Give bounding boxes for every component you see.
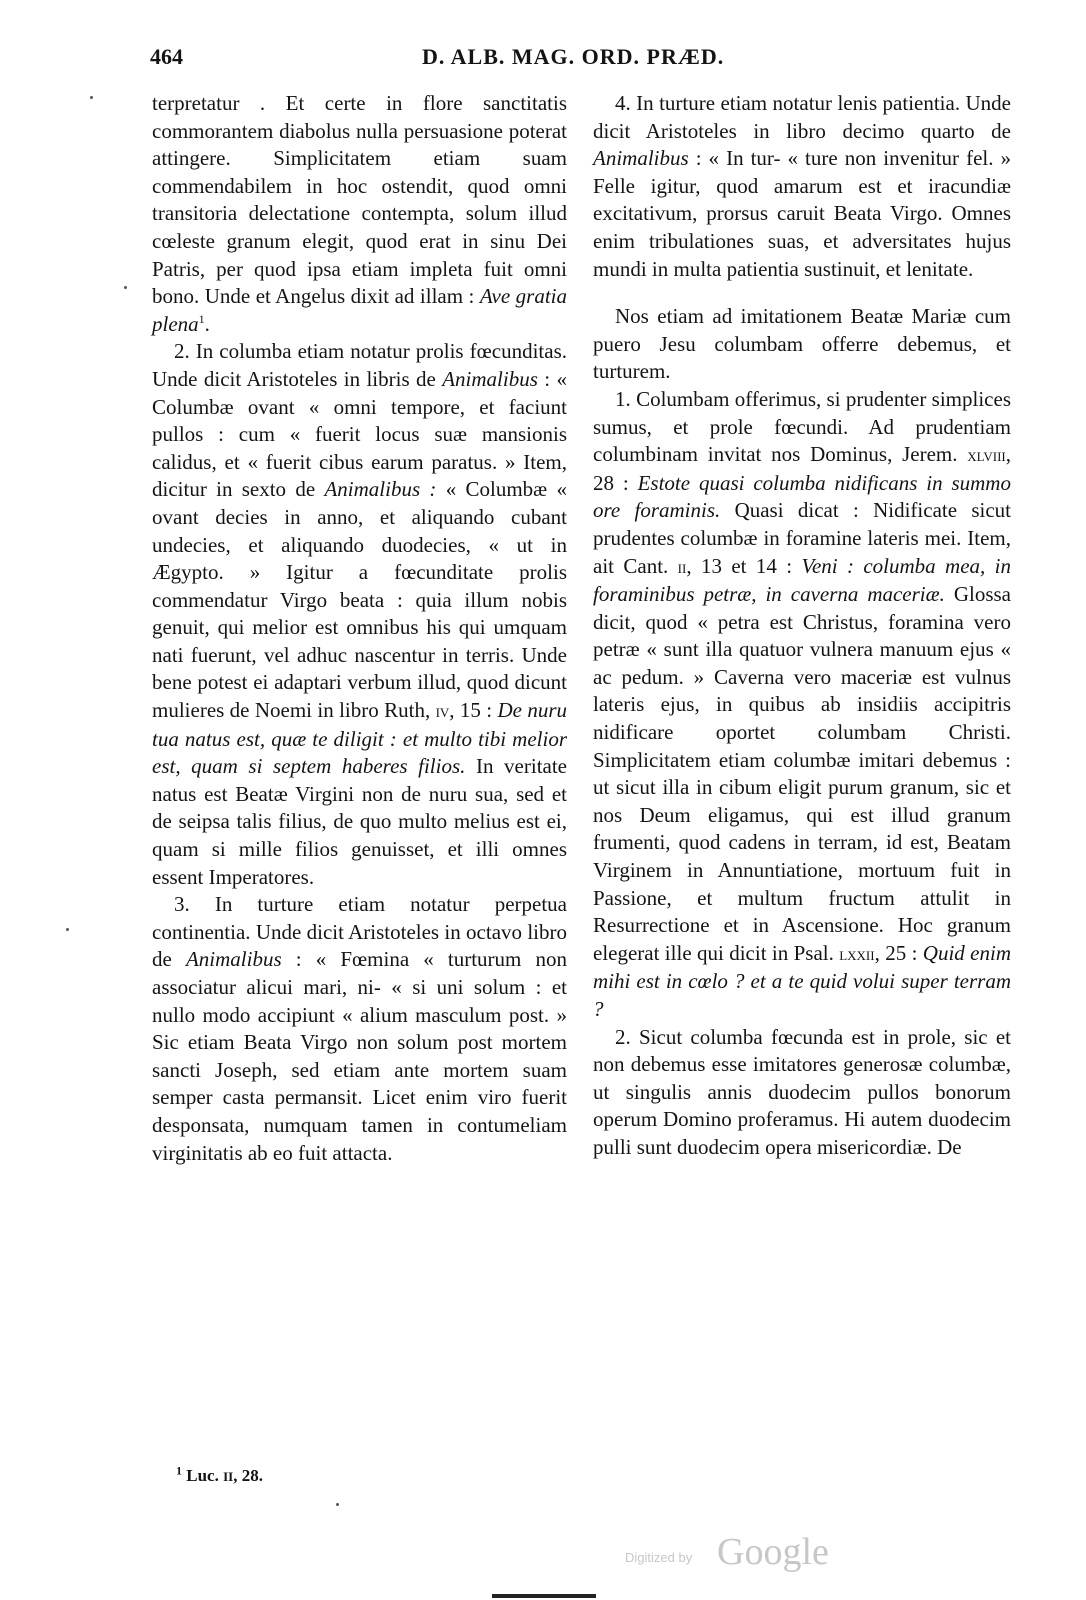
paragraph-offering-2: 2. Sicut columba fœcunda est in prole, sic et non debemus esse imitatores generosæ columbæ, ut singulis annis duodecim pullos bonorum operum Domino proferamus. Hi autem duodecim pulli sunt duodecim opera misericordiæ. De [593, 1024, 1011, 1159]
scan-speck [90, 96, 93, 99]
paragraph-3: 3. In turture etiam notatur perpetua continentia. Unde dicit Aristoteles in octavo libro de Animalibus : « Fœmina « turturum non associatur alicui mari, ni- « si uni solum : et nullo modo accipiunt « alium masculum post. » Sic etiam Beata Virgo non solum post mortem sancti Joseph, sed etiam ante mortem suam semper casta permansit. Licet enim viro fuerit desponsata, numquam tamen in contumeliam virginitatis ab eo fuit attacta. [152, 892, 567, 1165]
left-column [152, 90, 567, 1167]
page-header [150, 44, 1010, 80]
scan-speck [66, 928, 69, 931]
digitized-watermark [625, 1530, 865, 1573]
footnote-number: 1 [176, 1463, 182, 1478]
paragraph-offering-1: 1. Columbam offerimus, si prudenter simplices sumus, et prole fœcundi. Ad prudentiam columbinam invitat nos Dominus, Jerem. xlviii, 28 : Estote quasi columba nidificans in summo ore foraminis. Quasi dicat : Nidificate sicut prudentes columbæ in foramine lateris mei. Item, ait Cant. ii, 13 et 14 : Veni : columba mea, in foraminibus petræ, in caverna maceriæ. Glossa dicit, quod « petra est Christus, foramina vero petræ « sunt illa quatuor vulnera manuum ejus « ac pedum. » Caverna vero maceriæ est vulnus lateris ejus, in quibus ab insidiis accipitris nidificare oportet columbam Christi. Simplicitatem etiam columbæ imitari debemus : ut sicut illa in cibum eligit purum granum, sic et nos Deum eligamus, qui est illud granum frumenti, quod cadens in terram, id est, Beatam Virginem in Annuntiatione, mortuum fuit in Passione, et multum fructum attulit in Resurrectione et in Ascensione. Hoc granum elegerat ille qui dicit in Psal. lxxii, 25 : Quid enim mihi est in cœlo ? et a te quid volui super terram ? [593, 386, 1011, 1021]
page-number: 464 [150, 44, 183, 69]
bottom-rule [492, 1594, 596, 1598]
running-head: D. ALB. MAG. ORD. PRÆD. [422, 44, 725, 69]
paragraph-intro: Nos etiam ad imitationem Beatæ Mariæ cum puero Jesu columbam offerre debemus, et turturem. [593, 304, 1011, 384]
paragraph-2: 2. In columba etiam notatur prolis fœcunditas. Unde dicit Aristoteles in libris de Animalibus : « Columbæ ovant « omni tempore, et faciunt pullos : cum « fuerit locus suæ mansionis calidus, et « fuerit cibus earum paratus. » Item, dicitur in sexto de Animalibus : « Columbæ « ovant decies in anno, et aliquando cubant undecies, et aliquando duodecies, « ut in Ægypto. » Igitur a fœcunditate prolis commendatur Virgo beata : quia illum nobis genuit, qui melior est omnibus his qui umquam nati fuerunt, vel adhuc nascentur in terris. Unde bene potest ei adaptari verbum illud, quod dicunt mulieres de Noemi in libro Ruth, iv, 15 : De nuru tua natus est, quæ te diligit : et multo tibi melior est, quam si septem haberes filios. In veritate natus est Beatæ Virgini non de nuru sua, sed et de seipsa talis filius, de quo multo melius est ei, quam si mille filios genuisset, et illi omnes essent Imperatores. [152, 339, 568, 889]
paragraph-4: 4. In turture etiam notatur lenis patientia. Unde dicit Aristoteles in libro decimo quarto de Animalibus : « In tur- « ture non invenitur fel. » Felle igitur, quod amarum est et iracundiæ excitativum, prorsus caruit Beata Virgo. Omnes enim tribulationes suas, et adversitates hujus mundi in multa patientia sustinuit, et lenitate. [593, 91, 1011, 281]
footnote: $^1$ Luc. ii, 28. [176, 1463, 263, 1485]
scan-speck [336, 1503, 339, 1506]
paragraph-continuation: terpretatur . Et certe in flore sanctitatis commorantem diabolus nulla persuasione poterat attingere. Simplicitatem etiam suam commendabilem in hoc ostendit, quod omni transitoria delectatione contempta, solum illud cœleste granum elegit, quod erat in sinu Dei Patris, per quod ipsa etiam impleta fuit omni bono. Unde et Angelus dixit ad illam : Ave gratia plena$^1$. [152, 91, 568, 336]
watermark-prefix: Digitized by [625, 1550, 693, 1565]
google-logo: Google [717, 1531, 829, 1573]
footnote-marker: 1 [198, 311, 205, 326]
scan-speck [124, 286, 127, 289]
right-column [593, 90, 1011, 1162]
